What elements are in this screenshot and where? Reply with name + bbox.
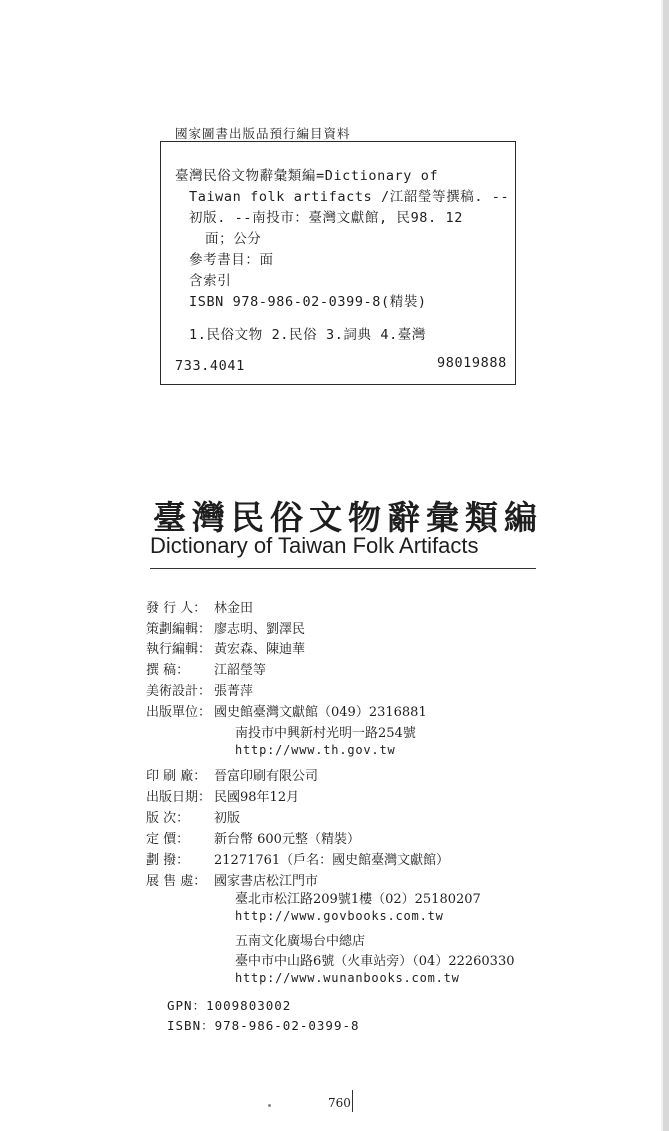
credit-value: 晉富印刷有限公司 [214, 769, 319, 784]
title-divider [150, 568, 536, 569]
credit-row-planners [146, 618, 305, 637]
cip-title-line-2: Taiwan folk artifacts /江韶瑩等撰稿. -- [189, 189, 510, 205]
credit-label: 策劃編輯： [146, 622, 212, 637]
scan-speck [268, 1104, 271, 1107]
credit-value: 黃宏森、陳迪華 [214, 642, 306, 657]
cip-pages-line: 面；公分 [205, 231, 262, 247]
credit-value: 新台幣 600元整（精裝） [214, 832, 360, 847]
publisher-address: 南投市中興新村光明一路254號 [235, 726, 416, 741]
credit-value: 21271761（戶名：國史館臺灣文獻館） [214, 853, 450, 868]
credit-label: 撰 稿： [146, 663, 190, 678]
page-edge-shadow [663, 0, 669, 1131]
credit-label: 美術設計： [146, 684, 212, 699]
cip-bibliography-line: 參考書目：面 [189, 252, 274, 268]
credit-value: 張菁萍 [214, 684, 254, 699]
credit-value: 國家書店松江門市 [214, 874, 319, 889]
credit-row-publisher [146, 701, 427, 720]
credit-label: 定 價： [146, 832, 190, 847]
credit-label: 印 刷 廠： [146, 769, 207, 784]
cip-title-line: 臺灣民俗文物辭彙類編=Dictionary of [175, 168, 439, 184]
credit-row-pub-date [146, 786, 299, 805]
cip-class-number: 733.4041 [175, 358, 245, 374]
credit-row-designer [146, 680, 253, 699]
page-number-rule [352, 1090, 353, 1112]
cip-header: 國家圖書出版品預行編目資料 [175, 126, 351, 141]
credit-row-edition [146, 807, 240, 826]
cip-isbn-line: ISBN 978-986-02-0399-8(精裝) [189, 294, 427, 310]
cip-index-line: 含索引 [189, 273, 232, 289]
credit-label: 版 次： [146, 811, 190, 826]
credit-label: 出版日期： [146, 790, 212, 805]
sales-address-2: 臺中市中山路6號（火車站旁）（04）22260330 [235, 954, 515, 969]
credit-value: 國史館臺灣文獻館（049）2316881 [214, 705, 427, 720]
isbn-number: ISBN：978-986-02-0399-8 [167, 1018, 360, 1033]
credit-value: 民國98年12月 [214, 790, 300, 805]
book-title-english: Dictionary of Taiwan Folk Artifacts [150, 533, 479, 558]
sales-url-2: http://www.wunanbooks.com.tw [235, 971, 460, 985]
credit-row-sales [146, 870, 318, 889]
credit-label: 出版單位： [146, 705, 212, 720]
cip-record-box [160, 141, 516, 385]
credit-row-remittance [146, 849, 449, 868]
sales-store-2: 五南文化廣場台中總店 [235, 934, 366, 949]
credit-row-price [146, 828, 360, 847]
credit-row-printer [146, 765, 318, 784]
cip-edition-line: 初版. --南投市：臺灣文獻館, 民98. 12 [189, 210, 463, 226]
credit-value: 初版 [214, 811, 241, 826]
credit-value: 廖志明、劉澤民 [214, 622, 306, 637]
credit-label: 發 行 人： [146, 601, 207, 616]
credit-label: 展 售 處： [146, 874, 207, 889]
cip-subjects-line: 1.民俗文物 2.民俗 3.詞典 4.臺灣 [189, 327, 427, 343]
publisher-url: http://www.th.gov.tw [235, 743, 396, 757]
credit-row-exec-editors [146, 638, 305, 657]
gpn-number: GPN：1009803002 [167, 998, 292, 1013]
credit-row-issuer [146, 597, 253, 616]
cip-record-number: 98019888 [437, 355, 507, 371]
credit-label: 執行編輯： [146, 642, 212, 657]
credit-value: 江韶瑩等 [214, 663, 267, 678]
credit-value: 林金田 [214, 601, 254, 616]
sales-address-1: 臺北市松江路209號1樓（02）25180207 [235, 892, 481, 907]
sales-url-1: http://www.govbooks.com.tw [235, 909, 444, 923]
page-number: 760 [328, 1096, 351, 1110]
book-title-chinese: 臺灣民俗文物辭彙類編 [153, 498, 543, 537]
page-edge-highlight [661, 0, 663, 1131]
credit-row-writers [146, 659, 266, 678]
credit-label: 劃 撥： [146, 853, 190, 868]
